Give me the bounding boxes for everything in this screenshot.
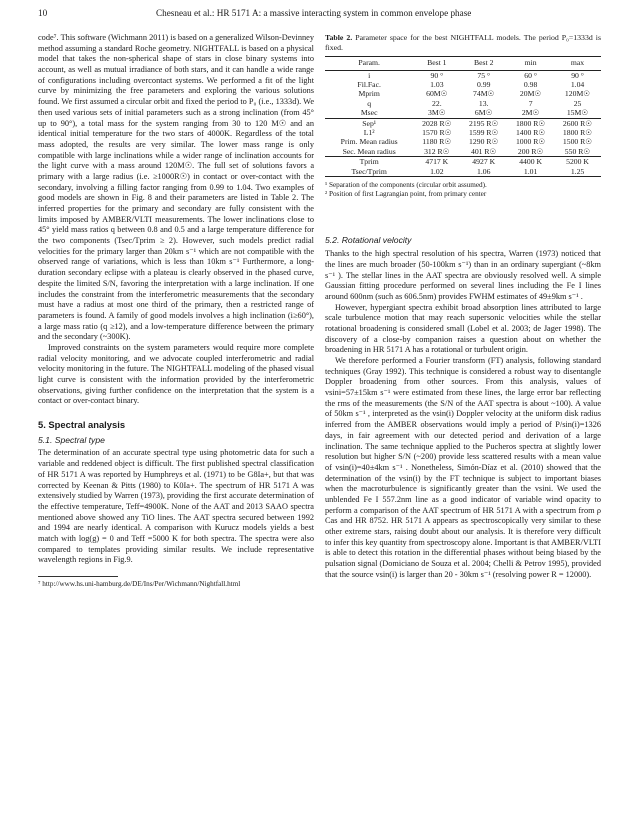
table-row: [325, 157, 601, 167]
table-cell: 4927 K: [460, 157, 507, 167]
table-cell: 200 R☉: [517, 146, 544, 156]
table-caption-label: Table 2.: [325, 33, 353, 42]
table-cell: Sep¹: [325, 118, 413, 128]
table-cell: 1500 R☉: [562, 137, 593, 147]
table-header-cell: min: [524, 58, 537, 68]
right-column: [325, 33, 601, 580]
spacer: [325, 199, 601, 235]
footnote-rule: [38, 576, 118, 577]
table-row: [325, 147, 601, 157]
table-cell: 7: [528, 98, 533, 108]
footnote-7: ⁷ http://www.hs.uni-hamburg.de/DE/Ins/Per/Wichmann/Nightfall.html: [38, 580, 241, 588]
table-row: [325, 128, 601, 137]
table-cell: 550 R☉: [564, 146, 591, 156]
table-row: [325, 70, 601, 80]
table-row: [325, 80, 601, 89]
table-cell: 60M☉: [426, 89, 448, 99]
table-cell: 15M☉: [566, 108, 589, 118]
table-row: [325, 118, 601, 128]
table-cell: 4400 K: [507, 157, 554, 167]
table-cell: 1.25: [570, 166, 585, 176]
table-header-cell: Param.: [358, 58, 380, 68]
section-heading-spectral-analysis: 5. Spectral analysis: [38, 419, 126, 431]
table-cell: 1800 R☉: [507, 118, 554, 128]
table-cell: 401 R☉: [470, 146, 497, 156]
table-cell: 1400 R☉: [515, 128, 546, 138]
table-cell: 312 R☉: [424, 146, 450, 156]
table-row: [325, 137, 601, 146]
table-cell: 13.: [478, 98, 489, 108]
table-cell: 90 °: [430, 70, 444, 80]
table-cell: Tsec/Tprim: [351, 166, 387, 176]
table-cell: Tprim: [325, 157, 413, 167]
table-cell: 1800 R☉: [562, 128, 593, 138]
table-cell: q: [367, 98, 372, 108]
table-cell: 22.: [432, 98, 442, 108]
table-cell: 1290 R☉: [469, 137, 499, 147]
table-cell: 2028 R☉: [413, 118, 460, 128]
table-cell: 2195 R☉: [460, 118, 507, 128]
table-cell: 2600 R☉: [554, 118, 601, 128]
paragraph-spectral-type: The determination of an accurate spectral type using photometric data for such a variable and reddened object is difficult. The first published spectral classification of HR 5171 A was reported by Humphreys et al. (1971) to be G8Ia+, but that was corrected by Keenan & Pitts (1980) to K0Ia+. The spectrum of HR 5171 A was extensively studied by Warren (1973), providing the first accurate determination of the effective temperature, Teff=4900K. None of the AAT and 2013 SAAO spectra mentioned above showed any TiO lines. The AAT spectra secured between 1992 and 1994 are nearly identical. A comparison with Kurucz models yields a best match with log(g) = 0 and Teff =5000 K for both spectra. The spectra were also compared to templates providing similar results. We include representative wavelength regions in Fig.9.: [38, 448, 314, 565]
table-cell: 1.01: [523, 166, 538, 176]
table-cell: 1599 R☉: [469, 128, 499, 138]
running-title: Chesneau et al.: HR 5171 A: a massive interacting system in common envelope phase: [156, 8, 472, 18]
table-cell: 1180 R☉: [422, 137, 452, 147]
parameter-table: [325, 56, 601, 177]
paragraph-hypergiant-turbulence: However, hypergiant spectra exhibit broad absorption lines attributed to large scale turbulence motion that may reach supersonic velocities while the stellar rotational broadening is considered small (Lobel et al. 2003; de Jager 1998). The discovery of a close-by companion raises a question about on whether the broadening in HR 5171 A has a rotational or turbulent origin.: [325, 302, 601, 355]
table-header-row: [325, 57, 601, 70]
table-cell: 60 °: [524, 70, 537, 80]
table-cell: 90 °: [571, 70, 584, 80]
table-cell: 74M☉: [473, 89, 495, 99]
paragraph-fourier-transform: We therefore performed a Fourier transform (FT) analysis, following standard techniques (Gray 1992). This technique is considered a robust way to disentangle Doppler broadening from other sources. From this analysis, values of vsini=57±15km s⁻¹ were estimated from these lines, the large error bar reflecting the rms of the measurements (the S/N of the AAT spectra is about ~100). A value of 50km s⁻¹ , interpreted as the vsin(i) Doppler velocity at the uniform disk radius inferred from the AMBER observations would imply a period of P/sin(i)=1326 days, in fair agreement with our detected period and derivation of a large inclination. The same technique applied to the Pucheros spectra at slightly lower resolution but higher S/N (~200) provide less scattered results with a mean value of vsin(i)=40±4km s⁻¹ . Nonetheless, Simón-Díaz et al. (2010) showed that the determination of the vsin(i) by the FT technique is subject to important biases when the macroturbulence is significantly greater than the vsini. We used the unblended Fe I 557.2nm line as a good indicator of variable wind opacity to perform a comparison of the AAT spectrum of HR 5171 A with a spectrum from ρ Cas and HR 8752. HR 5171 A appears as spectroscopically very similar to these other extreme stars, raising doubt about our analysis. It is therefore very difficult to infer this key quantity from spectroscopy alone. Important is that AMBER/VLTI is able to detect this rotation in the differential phases without being biased by the pulsation signal (Domiciano de Souza et al. 2004; Chelli & Petrov 1995), provided that the source vsin(i) is larger than 20 - 30km s⁻¹ (resolving power R = 12000).: [325, 356, 601, 579]
paragraph-nightfall-intro: code⁷. This software (Wichmann 2011) is based on a generalized Wilson-Devinney method assuming a standard Roche geometry. NIGHTFALL is based on a physical model that takes the non-spherical shape of stars in close binary systems into account, as well as mutual irradiance of both stars, and it can handle a wide range of configurations including overcontact systems. We performed a fit of the light curve by minimizing the free parameters and exploring the various solutions found. We first assumed a circular orbit and fixed the period to P₀ (i.e., 1333d). We then used various sets of initial parameters such as a strong inclination (from 45° up to 90°), a total mass for the system ranging from 30 to 120 M☉ and an identical initial temperature for the two stars of 4000K. Regardless of the total mass adopted, the results are very similar. The lower mass range is only compatible with large inclinations while a wider range of inclination accounts for the light curve with a mass around 120M☉. The full set of solutions favors a primary with a large radius (i.e. ≥1000R☉) in contact or over-contact with the secondary, involving a filling factor ranging from 0.99 to 1.04. Two examples of good models are shown in Fig. 8 and their parameters are listed in Table 2. The inferred properties for the primary and secondary are fully consistent with the limits imposed by AMBER/VLTI measurements. The lower inclinations close to 45° yield mass ratios q between 0.8 and 0.5 and a large temperature difference for the two components (Tsec/Tprim ≥ 2). However, such models predict radial velocities for the primary larger than 20km s⁻¹ which are not compatible with the observed range of variations, which is less than 10km s⁻¹ Furthermore, a long-duration secondary eclipse with a plateau is clearly observed in the phased curve, despite the limited S/N, favoring the interpretation with a large inclination. If one includes the constraint from the interferometric measurements that the secondary must have a radius at most one third of the primary, then a restricted range of parameters is found. A family of good models involves a high inclination (i≥60°), a large mass ratio (q ≥12), and a low-temperature difference between the primary and the secondary (~300K).: [38, 33, 314, 342]
table-caption-text: Parameter space for the best NIGHTFALL models. The period P₀=1333d is fixed.: [325, 33, 601, 52]
table-row: [325, 167, 601, 177]
subsection-heading-rotational-velocity: 5.2. Rotational velocity: [325, 235, 412, 246]
subsection-heading-spectral-type: 5.1. Spectral type: [38, 434, 105, 445]
table-header-cell: Best 2: [474, 58, 494, 68]
paragraph-warren-broadening: Thanks to the high spectral resolution of his spectra, Warren (1973) noticed that the lines are much broader (50-100km s⁻¹) than in an ordinary supergiant (~8km s⁻¹ ). The stellar lines in the AAT spectra are obviously resolved well. A simple Gaussian fitting procedure performed on several lines including the Fe I lines around 600nm (such as 606.5nm) provides FWHM estimates of 49±9km s⁻¹ .: [325, 249, 601, 301]
table-cell: Mprim: [358, 89, 380, 99]
table-cell: L1²: [363, 128, 375, 138]
table-row: [325, 99, 601, 108]
page-number: 10: [38, 8, 48, 18]
table-cell: 1.02: [430, 166, 444, 176]
table-cell: 2M☉: [521, 108, 540, 118]
table-cell: 1.04: [570, 80, 585, 89]
table-header-cell: max: [570, 58, 585, 68]
table-notes: [325, 181, 601, 199]
table-cell: 0.98: [523, 80, 538, 89]
table-cell: 3M☉: [428, 108, 446, 118]
table-cell: 5200 K: [554, 157, 601, 167]
table-caption: [325, 33, 601, 52]
table-cell: 1.06: [476, 166, 491, 176]
table-cell: 1570 R☉: [422, 128, 452, 138]
table-cell: 120M☉: [564, 89, 591, 99]
table-note-2: ² Position of first Lagrangian point, from primary center: [325, 190, 487, 199]
table-cell: 1000 R☉: [515, 137, 546, 147]
table-note-1: ¹ Separation of the components (circular orbit assumed).: [325, 181, 487, 190]
table-cell: Msec: [360, 108, 378, 118]
table-cell: 20M☉: [519, 89, 542, 99]
table-cell: 1.03: [430, 80, 444, 89]
table-cell: Sec. Mean radius: [342, 146, 396, 156]
table-cell: 4717 K: [413, 157, 460, 167]
table-cell: 0.99: [476, 80, 491, 89]
table-cell: 75 °: [477, 70, 491, 80]
table-header-cell: Best 1: [427, 58, 447, 68]
table-cell: i: [368, 70, 371, 80]
page-header: [38, 8, 600, 22]
table-cell: 25: [573, 98, 582, 108]
table-cell: Prim. Mean radius: [340, 137, 398, 147]
table-cell: 6M☉: [474, 108, 493, 118]
paragraph-improved-constraints: Improved constraints on the system parameters would require more complete radial velocity monitoring, and we advocate coupled interferometric and radial velocity monitoring in the future. The NIGHTFALL modeling of the phased visual light curve is consistent with the information provided by the interferometric observations, giving further confidence on the interpretation that the system is a contact or over-contact binary.: [38, 342, 314, 406]
left-column: [38, 33, 314, 589]
table-row: [325, 89, 601, 98]
table-row: [325, 108, 601, 118]
table-cell: Fil.Fac.: [357, 80, 381, 89]
